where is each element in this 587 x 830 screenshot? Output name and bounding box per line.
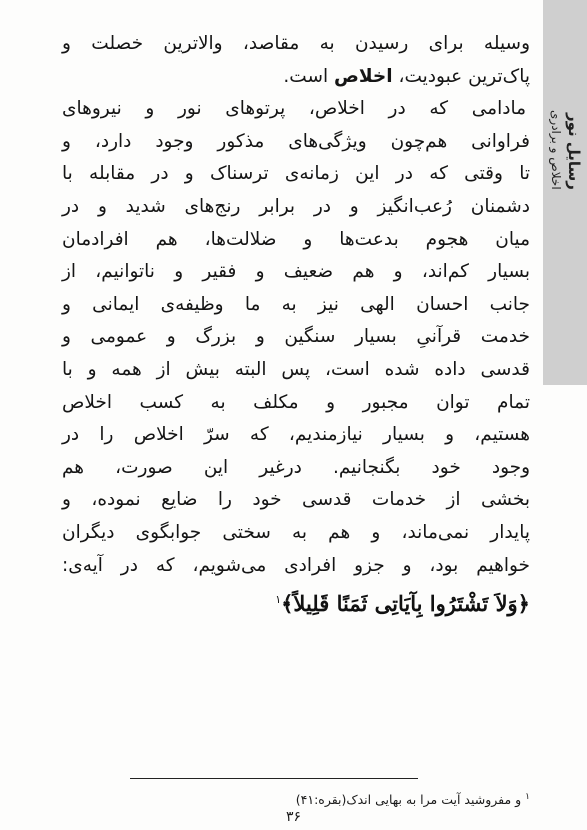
text-line: تمام توان مجبور و مکلف به کسب اخلاص bbox=[62, 391, 530, 413]
text-line: وسیله برای رسیدن به مقاصد، والاترین خصلت و bbox=[62, 33, 530, 54]
text-line bbox=[62, 61, 530, 94]
text-line: قدسی داده شده است، پس البته بیش از همه و با bbox=[62, 358, 530, 380]
text-line: خواهیم بود، و جزو افرادی می‌شویم، که در آیه‌ی: bbox=[62, 554, 530, 576]
text-line: تا وقتی که در این زمانه‌ی ترسناک و در مقابله با bbox=[62, 163, 530, 185]
text-segment: پاک‌ترین عبودیت، bbox=[398, 65, 530, 87]
page-number: ۳۶ bbox=[285, 809, 302, 825]
footnote-text: و مفروشید آیت مرا به بهایی اندک(بقره:۴۱) bbox=[295, 792, 522, 808]
footnote-divider bbox=[130, 778, 418, 779]
verse-text: ﴿وَلاَ تَشْتَرُوا بِآيَاتِى ثَمَنًا قَلِيلاً﴾ bbox=[281, 591, 530, 617]
text-line: وجود خود بگنجانیم. درغیر این صورت، هم bbox=[62, 456, 530, 478]
footnote bbox=[62, 792, 530, 807]
side-tab-title bbox=[547, 110, 583, 190]
footnote-number: ١ bbox=[525, 792, 530, 802]
text-line: پایدار نمی‌ماند، و هم به سختی جوابگوی دیگران bbox=[62, 521, 530, 543]
quran-verse bbox=[62, 584, 530, 624]
text-line: میان هجوم بدعت‌ها و ضلالت‌ها، هم افرادمان bbox=[62, 228, 530, 250]
keyword-ikhlas: اخلاص bbox=[333, 65, 393, 87]
section-title: اخلاص و برادری bbox=[549, 110, 563, 190]
series-title: رسایل نور bbox=[565, 112, 583, 190]
text-segment: است. bbox=[283, 65, 329, 87]
text-line: دشمنان رُعب‌انگیز و در برابر رنج‌های شدید و در bbox=[62, 195, 530, 217]
footnote-marker: ١ bbox=[275, 593, 282, 607]
text-line: بسیار کم‌اند، و هم ضعیف و فقیر و ناتوانیم، از bbox=[62, 261, 530, 283]
text-line: مادامی که در اخلاص، پرتوهای نور و نیروهای bbox=[62, 98, 526, 120]
text-line: فراوانی هم‌چون ویژگی‌های مذکور وجود دارد، و bbox=[62, 130, 530, 152]
body-text bbox=[62, 28, 530, 624]
text-line: هستیم، و بسیار نیازمندیم، که سرّ اخلاص را در bbox=[62, 424, 530, 446]
text-line: جانب احسان الهی نیز به ما وظیفه‌ی ایمانی و bbox=[62, 293, 530, 315]
text-line: خدمت قرآنیِ بسیار سنگین و بزرگ و عمومی و bbox=[62, 326, 530, 348]
text-line: بخشی از خدمات قدسی خود را ضایع نموده، و bbox=[62, 489, 530, 511]
side-tab bbox=[543, 0, 587, 385]
